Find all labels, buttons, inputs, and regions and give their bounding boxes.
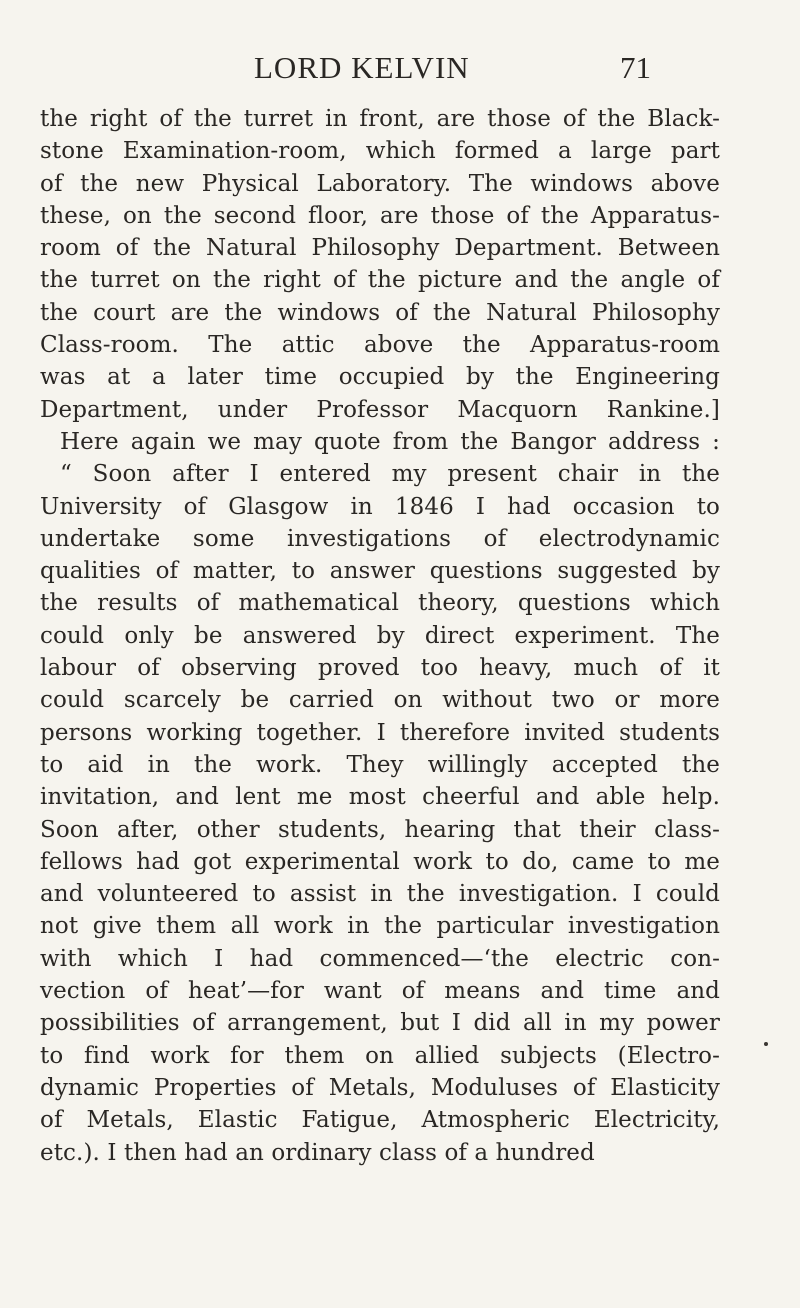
text-line: University of Glasgow in 1846 I had occasion to xyxy=(40,493,720,520)
text-line: persons working together. I therefore invited students xyxy=(40,719,720,746)
text-line: dynamic Properties of Metals, Moduluses of Elasticity xyxy=(40,1074,720,1101)
text-line: the results of mathematical theory, questions which xyxy=(40,590,720,617)
text-line: could scarcely be carried on without two or more xyxy=(40,687,720,714)
text-line: could only be answered by direct experiment. The xyxy=(40,622,720,649)
margin-mark xyxy=(764,1042,768,1046)
text-line: etc.). I then had an ordinary class of a hundred xyxy=(40,1139,595,1166)
text-line: labour of observing proved too heavy, much of it xyxy=(40,655,720,682)
text-line: fellows had got experimental work to do, came to me xyxy=(40,848,720,875)
text-line: undertake some investigations of electrodynamic xyxy=(40,525,720,552)
text-line: to aid in the work. They willingly accepted the xyxy=(40,751,720,778)
text-line: not give them all work in the particular investigation xyxy=(40,913,720,940)
running-head: LORD KELVIN xyxy=(254,50,470,85)
text-line: “ Soon after I entered my present chair in the xyxy=(60,461,720,488)
text-line: invitation, and lent me most cheerful and able help. xyxy=(40,784,720,811)
text-line: of the new Physical Laboratory. The windows above xyxy=(40,170,720,197)
text-line: room of the Natural Philosophy Department. Between xyxy=(40,235,720,262)
text-line: Here again we may quote from the Bangor address : xyxy=(60,428,720,455)
text-line: was at a later time occupied by the Engineering xyxy=(40,364,720,391)
text-line: the turret on the right of the picture and the angle of xyxy=(40,267,720,294)
page-number: 71 xyxy=(620,50,651,85)
text-line: these, on the second floor, are those of the Apparatus- xyxy=(40,202,720,229)
text-line: Soon after, other students, hearing that their class- xyxy=(40,816,720,843)
page-header xyxy=(0,50,800,90)
text-line: Department, under Professor Macquorn Rankine.] xyxy=(40,396,720,423)
text-line: the right of the turret in front, are those of the Black- xyxy=(40,106,720,132)
text-line: vection of heat’—for want of means and time and xyxy=(40,978,720,1005)
body-text xyxy=(40,103,720,1169)
text-line: with which I had commenced—‘the electric con- xyxy=(40,945,720,972)
text-line: Class-room. The attic above the Apparatus-room xyxy=(40,332,720,359)
text-line: possibilities of arrangement, but I did all in my power xyxy=(40,1010,720,1037)
text-line: qualities of matter, to answer questions suggested by xyxy=(40,558,720,585)
text-line: the court are the windows of the Natural Philosophy xyxy=(40,299,720,326)
text-line: stone Examination-room, which formed a large part xyxy=(40,138,720,165)
text-line: and volunteered to assist in the investigation. I could xyxy=(40,881,720,908)
text-line: to find work for them on allied subjects (Electro- xyxy=(40,1042,720,1069)
text-line: of Metals, Elastic Fatigue, Atmospheric Electricity, xyxy=(40,1107,720,1134)
